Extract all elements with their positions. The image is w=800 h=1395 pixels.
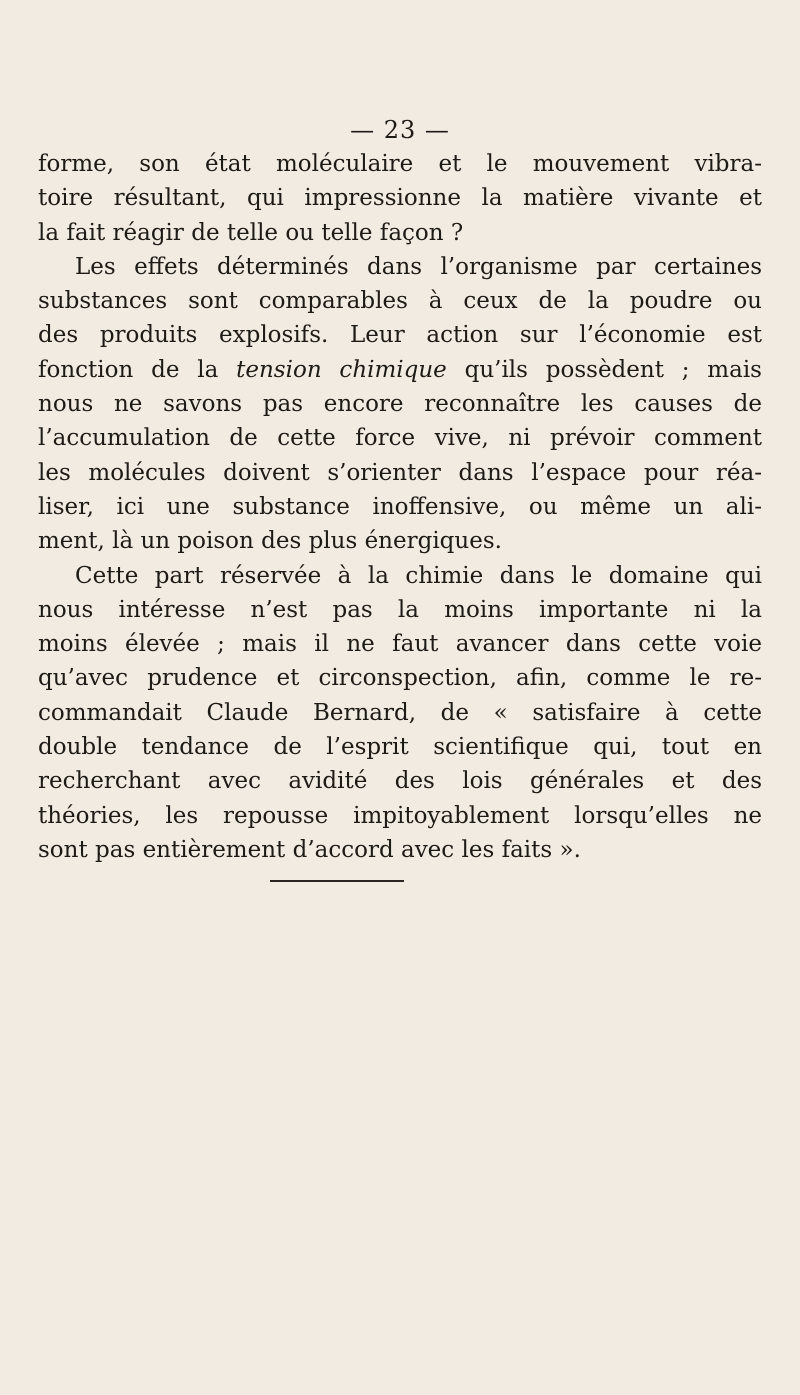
body-text [38,147,762,867]
text-line: qu’avec prudence et circonspection, afin, comme le re- [38,665,762,692]
text-line: double tendance de l’esprit scientifique qui, tout en [38,734,762,761]
text-line: substances sont comparables à ceux de la poudre ou [38,288,762,315]
text-line: forme, son état moléculaire et le mouvement vibra- [38,151,762,177]
text-line: commandait Claude Bernard, de « satisfaire à cette [38,699,762,726]
text-line: moins élevée ; mais il ne faut avancer dans cette voie [38,631,762,658]
text-line: la fait réagir de telle ou telle façon ? [38,219,464,246]
text-line: l’accumulation de cette force vive, ni prévoir comment [38,425,762,452]
text-line: sont pas entièrement d’accord avec les faits ». [38,836,581,863]
text-line: les molécules doivent s’orienter dans l’espace pour réa- [38,459,762,486]
text-line: liser, ici une substance inoffensive, ou même un ali- [38,493,762,520]
text-segment: qu’ils possèdent ; mais [446,356,762,383]
section-divider [270,880,404,882]
text-line: Les effets déterminés dans l’organisme par certaines [75,253,762,280]
text-line: nous ne savons pas encore reconnaître les causes de [38,391,762,418]
text-line: théories, les repousse impitoyablement lorsqu’elles ne [38,802,762,829]
page-number: — 23 — [350,116,450,144]
text-line: recherchant avec avidité des lois générales et des [38,768,762,795]
italic-term: tension chimique [236,356,447,383]
text-line: ment, là un poison des plus énergiques. [38,528,502,555]
text-line: des produits explosifs. Leur action sur l’économie est [38,322,762,349]
text-line: toire résultant, qui impressionne la matière vivante et [38,185,762,212]
text-segment: fonction de la [38,356,237,383]
text-line: nous intéresse n’est pas la moins importante ni la [38,596,762,623]
text-line: Cette part réservée à la chimie dans le domaine qui [75,562,762,589]
text-line [38,353,762,387]
